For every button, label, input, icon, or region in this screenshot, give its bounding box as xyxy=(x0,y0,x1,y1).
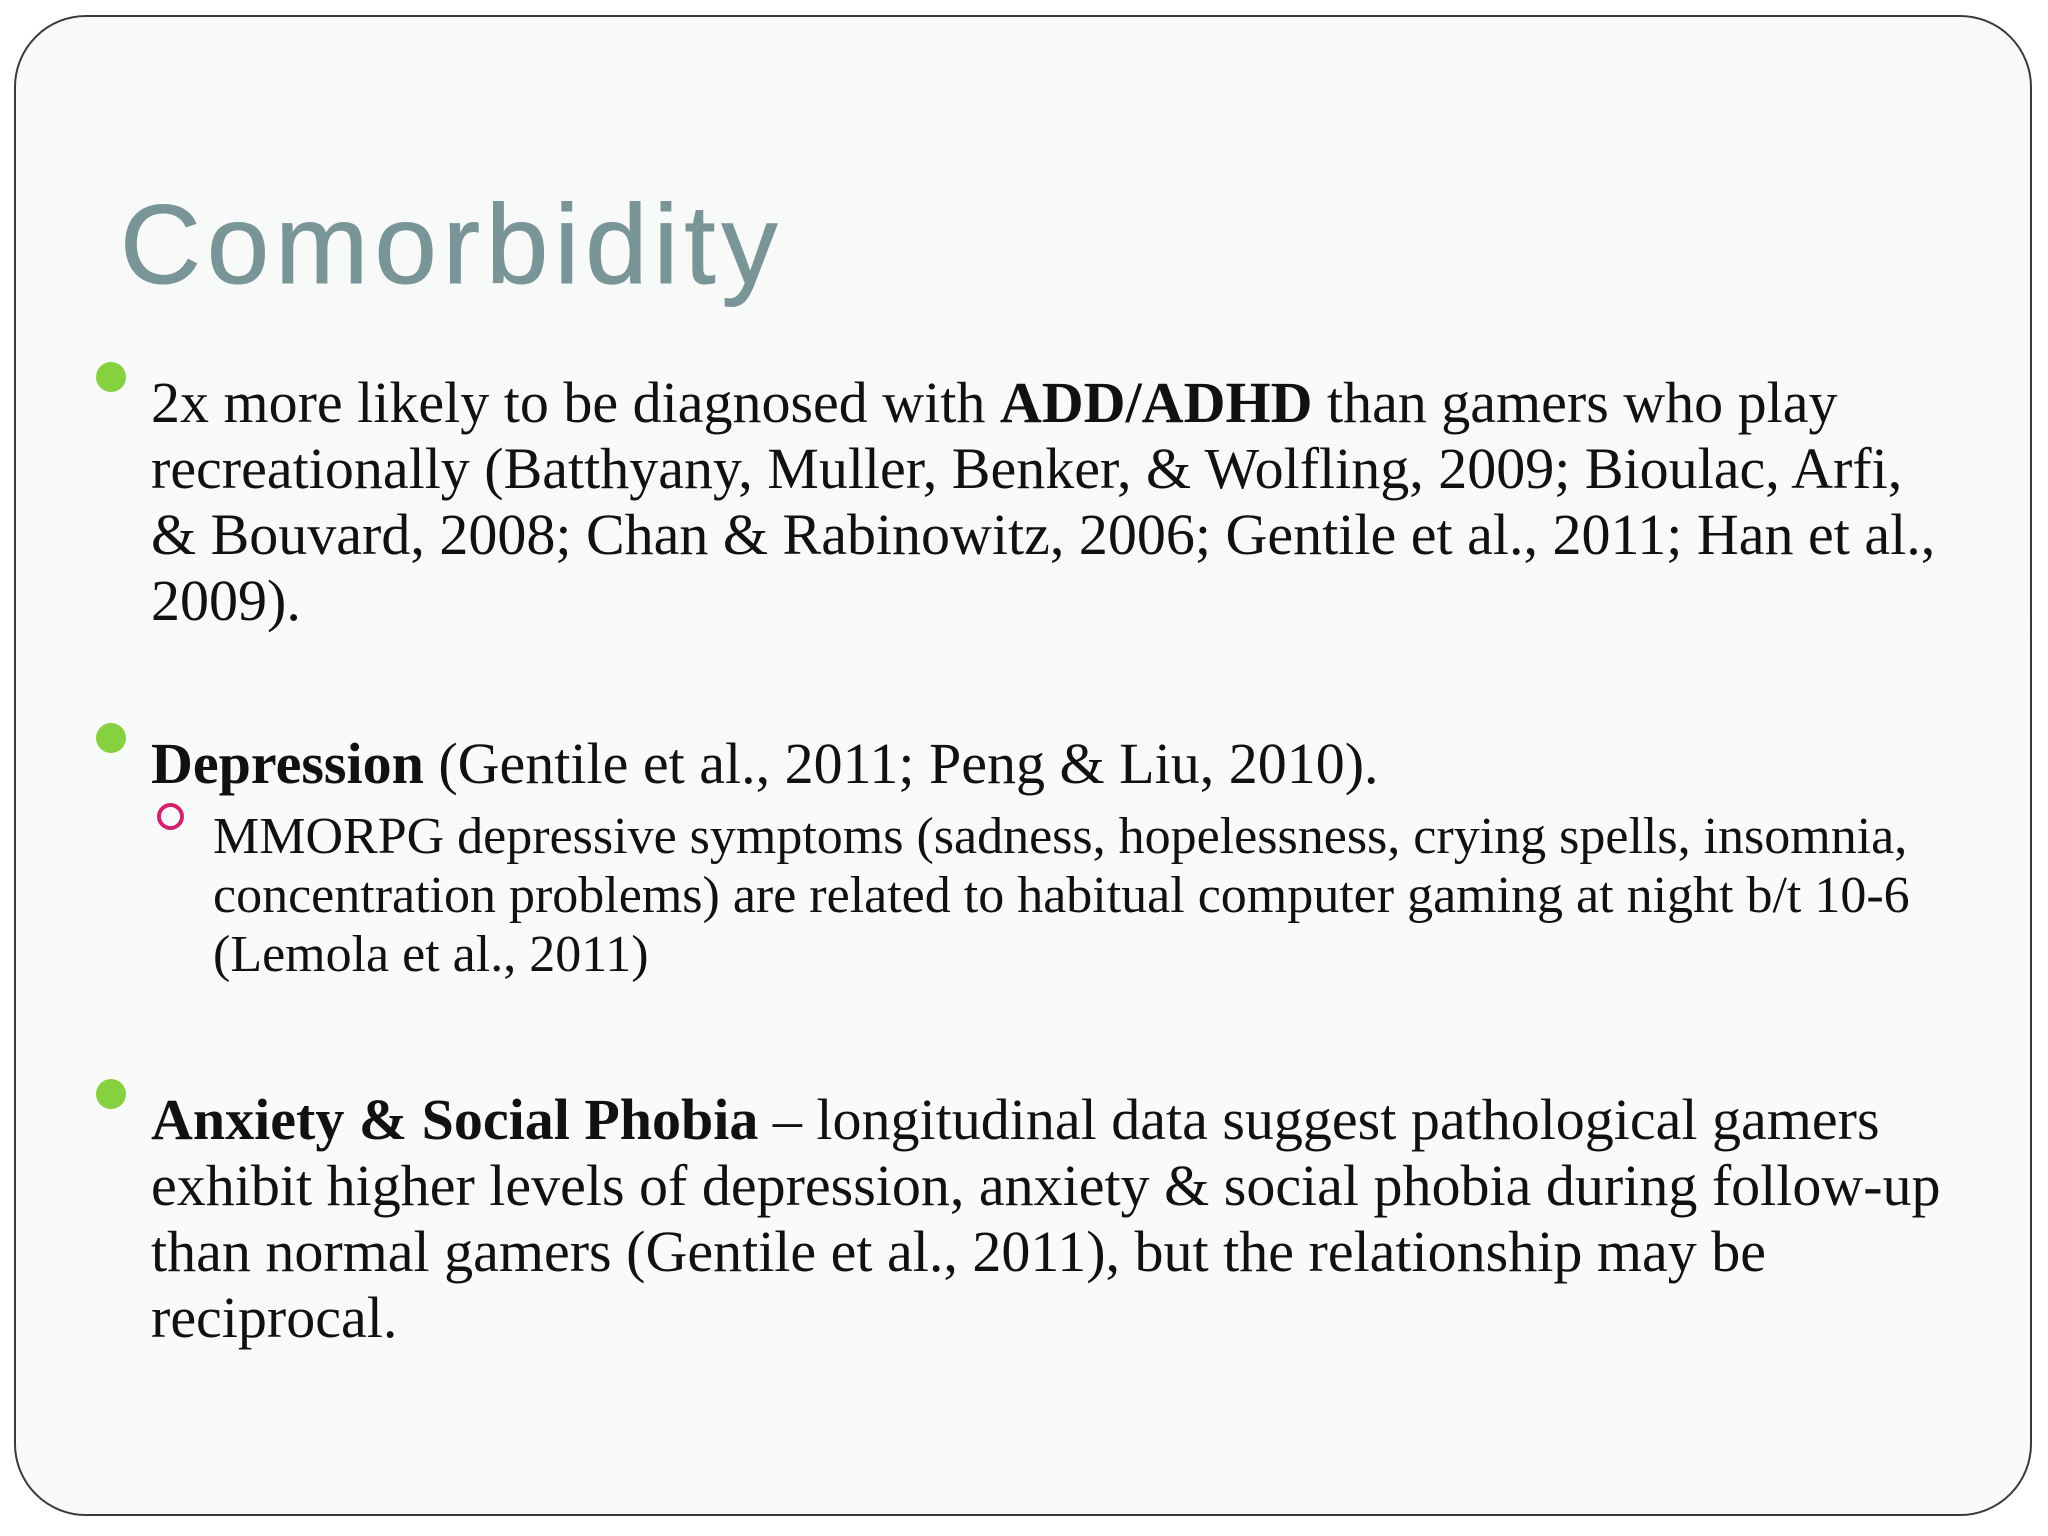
bullet-adhd-bold: ADD/ADHD xyxy=(999,370,1313,435)
bullet-dot-icon xyxy=(96,362,126,392)
slide-title: Comorbidity xyxy=(120,182,784,307)
slide-frame xyxy=(14,15,2032,1516)
sub-bullet-ring-icon xyxy=(157,803,184,830)
bullet-depression-bold: Depression xyxy=(151,731,424,796)
bullet-dot-icon xyxy=(96,1079,126,1109)
sub-bullet-mmorpg: MMORPG depressive symptoms (sadness, hopelessness, crying spells, insomnia, concentration problems) are related to habitual computer gaming at night b/t 10-6 (Lemola et al., 2011) xyxy=(213,808,1910,983)
bullet-depression-post: (Gentile et al., 2011; Peng & Liu, 2010). xyxy=(423,731,1379,796)
bullet-adhd-post: than gamers who play recreationally (Batthyany, Muller, Benker, & Wolfling, 2009; Bioulac, Arfi, & Bouvard, 2008; Chan & Rabinowitz, 2006; Gentile et al., 2011; Han et al., 2009). xyxy=(151,370,1936,633)
bullet-dot-icon xyxy=(96,723,126,753)
slide-content xyxy=(16,17,2034,1518)
bullet-anxiety-bold: Anxiety & Social Phobia xyxy=(151,1087,759,1152)
bullet-adhd xyxy=(151,370,1951,634)
bullet-adhd-pre: 2x more likely to be diagnosed with xyxy=(151,370,1000,435)
bullet-anxiety-post: – longitudinal data suggest pathological gamers exhibit higher levels of depression, anxiety & social phobia during follow-up than normal gamers (Gentile et al., 2011), but the relationship may be reciprocal. xyxy=(151,1087,1941,1350)
bullet-anxiety xyxy=(151,1087,1941,1351)
bullet-depression xyxy=(151,731,1951,797)
